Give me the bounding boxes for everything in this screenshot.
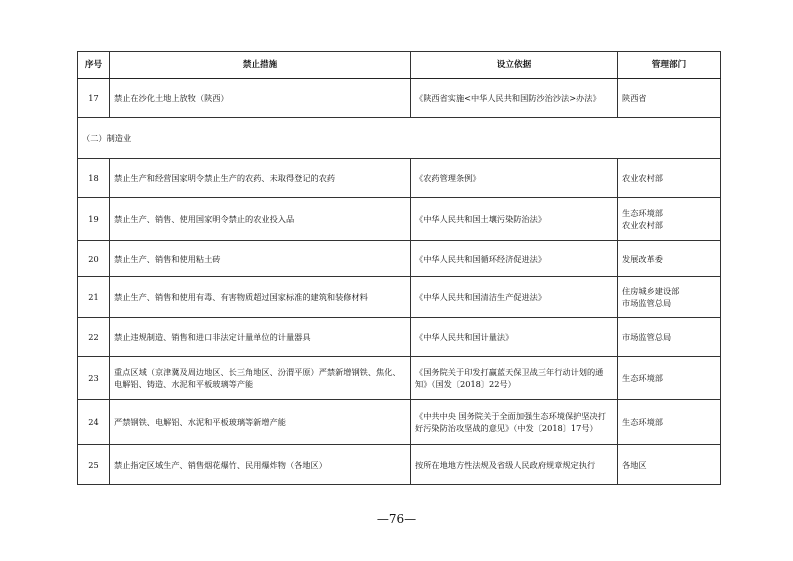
header-basis: 设立依据 bbox=[411, 52, 618, 79]
row-measure: 禁止生产、销售和使用有毒、有害物质超过国家标准的建筑和装修材料 bbox=[110, 277, 411, 318]
page-number: —76— bbox=[376, 512, 417, 526]
row-dept: 生态环境部 农业农村部 bbox=[618, 198, 721, 241]
row-basis: 《陕西省实施<中华人民共和国防沙治沙法>办法》 bbox=[411, 79, 618, 118]
row-dept: 住房城乡建设部 市场监管总局 bbox=[618, 277, 721, 318]
row-measure: 禁止生产和经营国家明令禁止生产的农药、未取得登记的农药 bbox=[110, 159, 411, 198]
header-num: 序号 bbox=[78, 52, 110, 79]
row-dept: 各地区 bbox=[618, 445, 721, 485]
row-num: 18 bbox=[78, 159, 110, 198]
row-measure: 禁止在沙化土地上放牧（陕西） bbox=[110, 79, 411, 118]
row-num: 17 bbox=[78, 79, 110, 118]
row-dept: 农业农村部 bbox=[618, 159, 721, 198]
table-row bbox=[78, 241, 721, 277]
row-measure: 严禁钢铁、电解铝、水泥和平板玻璃等新增产能 bbox=[110, 400, 411, 445]
table-row bbox=[78, 159, 721, 198]
row-measure: 禁止违规制造、销售和进口非法定计量单位的计量器具 bbox=[110, 318, 411, 357]
row-basis: 《中华人民共和国循环经济促进法》 bbox=[411, 241, 618, 277]
row-num: 24 bbox=[78, 400, 110, 445]
header-dept: 管理部门 bbox=[618, 52, 721, 79]
row-measure: 禁止指定区域生产、销售烟花爆竹、民用爆炸物（各地区） bbox=[110, 445, 411, 485]
row-measure: 重点区域（京津冀及周边地区、长三角地区、汾渭平原）严禁新增钢铁、焦化、电解铝、铸造、水泥和平板玻璃等产能 bbox=[110, 357, 411, 400]
row-measure: 禁止生产、销售和使用粘土砖 bbox=[110, 241, 411, 277]
row-basis: 《中共中央 国务院关于全面加强生态环境保护坚决打好污染防治攻坚战的意见》（中发〔2018〕17号） bbox=[411, 400, 618, 445]
row-basis: 《中华人民共和国清洁生产促进法》 bbox=[411, 277, 618, 318]
measures-table bbox=[77, 51, 721, 485]
row-num: 23 bbox=[78, 357, 110, 400]
row-basis: 《中华人民共和国计量法》 bbox=[411, 318, 618, 357]
row-dept: 市场监管总局 bbox=[618, 318, 721, 357]
row-dept: 生态环境部 bbox=[618, 357, 721, 400]
header-measure: 禁止措施 bbox=[110, 52, 411, 79]
table-row bbox=[78, 400, 721, 445]
row-basis: 《国务院关于印发打赢蓝天保卫战三年行动计划的通知》（国发〔2018〕22号） bbox=[411, 357, 618, 400]
row-num: 20 bbox=[78, 241, 110, 277]
table-row bbox=[78, 445, 721, 485]
row-dept: 生态环境部 bbox=[618, 400, 721, 445]
row-basis: 按所在地地方性法规及省级人民政府规章规定执行 bbox=[411, 445, 618, 485]
table-row bbox=[78, 277, 721, 318]
section-row bbox=[78, 118, 721, 159]
row-basis: 《中华人民共和国土壤污染防治法》 bbox=[411, 198, 618, 241]
row-num: 19 bbox=[78, 198, 110, 241]
table-row bbox=[78, 79, 721, 118]
row-dept: 陕西省 bbox=[618, 79, 721, 118]
row-basis: 《农药管理条例》 bbox=[411, 159, 618, 198]
row-num: 25 bbox=[78, 445, 110, 485]
table-header-row bbox=[78, 52, 721, 79]
row-num: 21 bbox=[78, 277, 110, 318]
row-measure: 禁止生产、销售、使用国家明令禁止的农业投入品 bbox=[110, 198, 411, 241]
table-row bbox=[78, 318, 721, 357]
section-title: （二）制造业 bbox=[78, 118, 721, 159]
table-row bbox=[78, 198, 721, 241]
row-dept: 发展改革委 bbox=[618, 241, 721, 277]
row-num: 22 bbox=[78, 318, 110, 357]
table-row bbox=[78, 357, 721, 400]
